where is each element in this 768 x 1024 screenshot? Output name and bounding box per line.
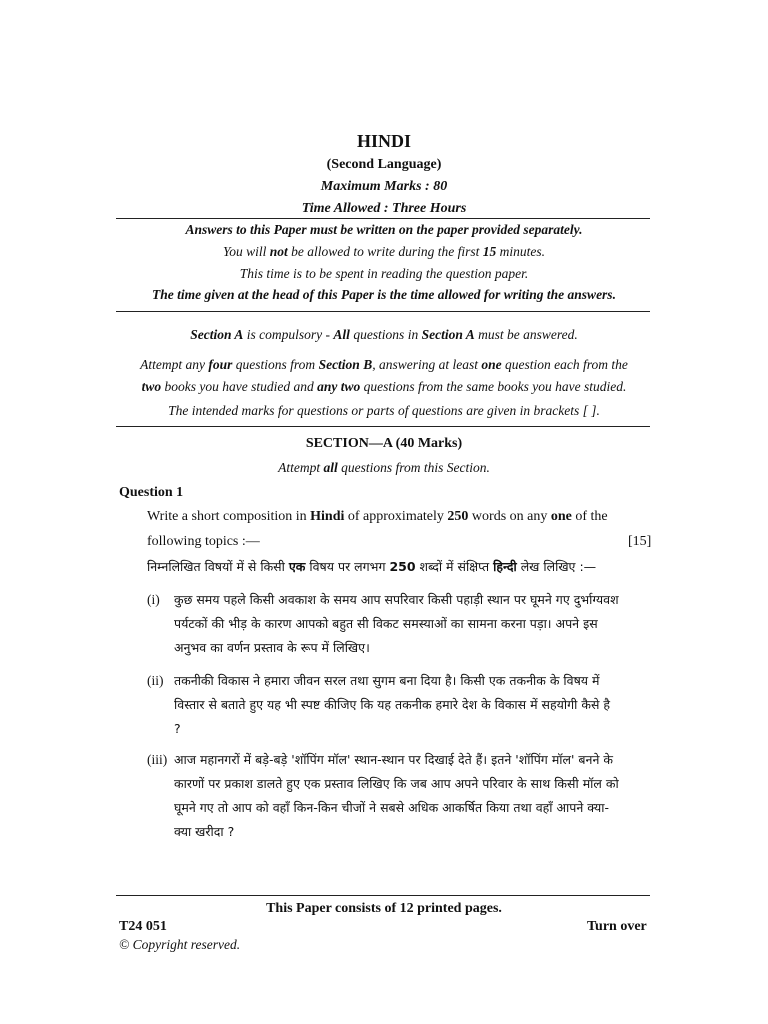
section-heading: SECTION—A (40 Marks)	[305, 436, 463, 451]
instruction-line-4: The time given at the head of this Paper is the time allowed for writing the answers.	[152, 287, 616, 302]
topic-number: (ii)	[147, 673, 164, 688]
topic-text: कुछ समय पहले किसी अवकाश के समय आप सपरिवार किसी पहाड़ी स्थान पर घूमने गए दुर्भाग्यवश पर्यटकों की भीड़ के कारण आपको बहुत सी विकट समस्याओं का सामना करना पड़ा। अपने इस अनुभव का वर्णन प्रस्ताव के रूप में लिखिए।	[174, 592, 619, 655]
section-subheading: Attempt all questions from this Section.	[278, 460, 490, 475]
paper-title: HINDI	[356, 131, 411, 151]
question-marks: [15]	[628, 534, 652, 549]
topic-number: (iii)	[147, 752, 168, 767]
question-prompt-line-2: following topics :—	[147, 534, 260, 549]
rule-line-2: Attempt any four questions from Section B, answering at least one question each from the	[140, 357, 628, 372]
page-count-note: This Paper consists of 12 printed pages.	[266, 901, 502, 916]
question-label: Question 1	[119, 485, 184, 500]
divider	[116, 426, 650, 427]
rule-line-4: The intended marks for questions or parts of questions are given in brackets [ ].	[168, 403, 600, 418]
divider	[116, 895, 650, 896]
divider	[116, 311, 650, 312]
copyright-note: © Copyright reserved.	[119, 937, 241, 952]
topic-number: (i)	[147, 592, 160, 607]
topic-text: आज महानगरों में बड़े-बड़े 'शॉपिंग मॉल' स्थान-स्थान पर दिखाई देते हैं। इतने 'शॉपिंग मॉल' बनने के कारणों पर प्रकाश डालते हुए एक प्रस्ताव लिखिए कि जब आप अपने परिवार के साथ किसी मॉल को घूमने गए तो आप को वहाँ किन-किन चीजों ने सबसे अधिक आकर्षित किया तथा वहाँ आपने क्या-क्या खरीदा ?	[174, 752, 619, 839]
question-prompt-hindi: निम्नलिखित विषयों में से किसी एक विषय पर लगभग 250 शब्दों में संक्षिप्त हिन्दी लेख लिखिए :—	[147, 559, 597, 574]
rule-line-1: Section A is compulsory - All questions in Section A must be answered.	[190, 327, 578, 342]
rule-line-3: two books you have studied and any two questions from the same books you have studied.	[141, 379, 627, 394]
paper-subtitle: (Second Language)	[326, 157, 442, 172]
paper-code: T24 051	[119, 919, 167, 934]
turn-over-note: Turn over	[587, 919, 647, 934]
instruction-line-2: You will not be allowed to write during the first 15 minutes.	[222, 244, 546, 259]
instruction-line-3: This time is to be spent in reading the question paper.	[239, 266, 529, 281]
question-prompt-line-1: Write a short composition in Hindi of approximately 250 words on any one of the	[147, 509, 608, 524]
topic-text: तकनीकी विकास ने हमारा जीवन सरल तथा सुगम बना दिया है। किसी एक तकनीक के विषय में विस्तार से बताते हुए यह भी स्पष्ट कीजिए कि यह तकनीक हमारे देश के विकास में सहयोगी कैसे है ?	[174, 673, 611, 736]
time-allowed: Time Allowed : Three Hours	[301, 201, 467, 216]
instruction-line-1: Answers to this Paper must be written on the paper provided separately.	[185, 222, 583, 237]
divider	[116, 218, 650, 219]
maximum-marks: Maximum Marks : 80	[320, 179, 448, 194]
